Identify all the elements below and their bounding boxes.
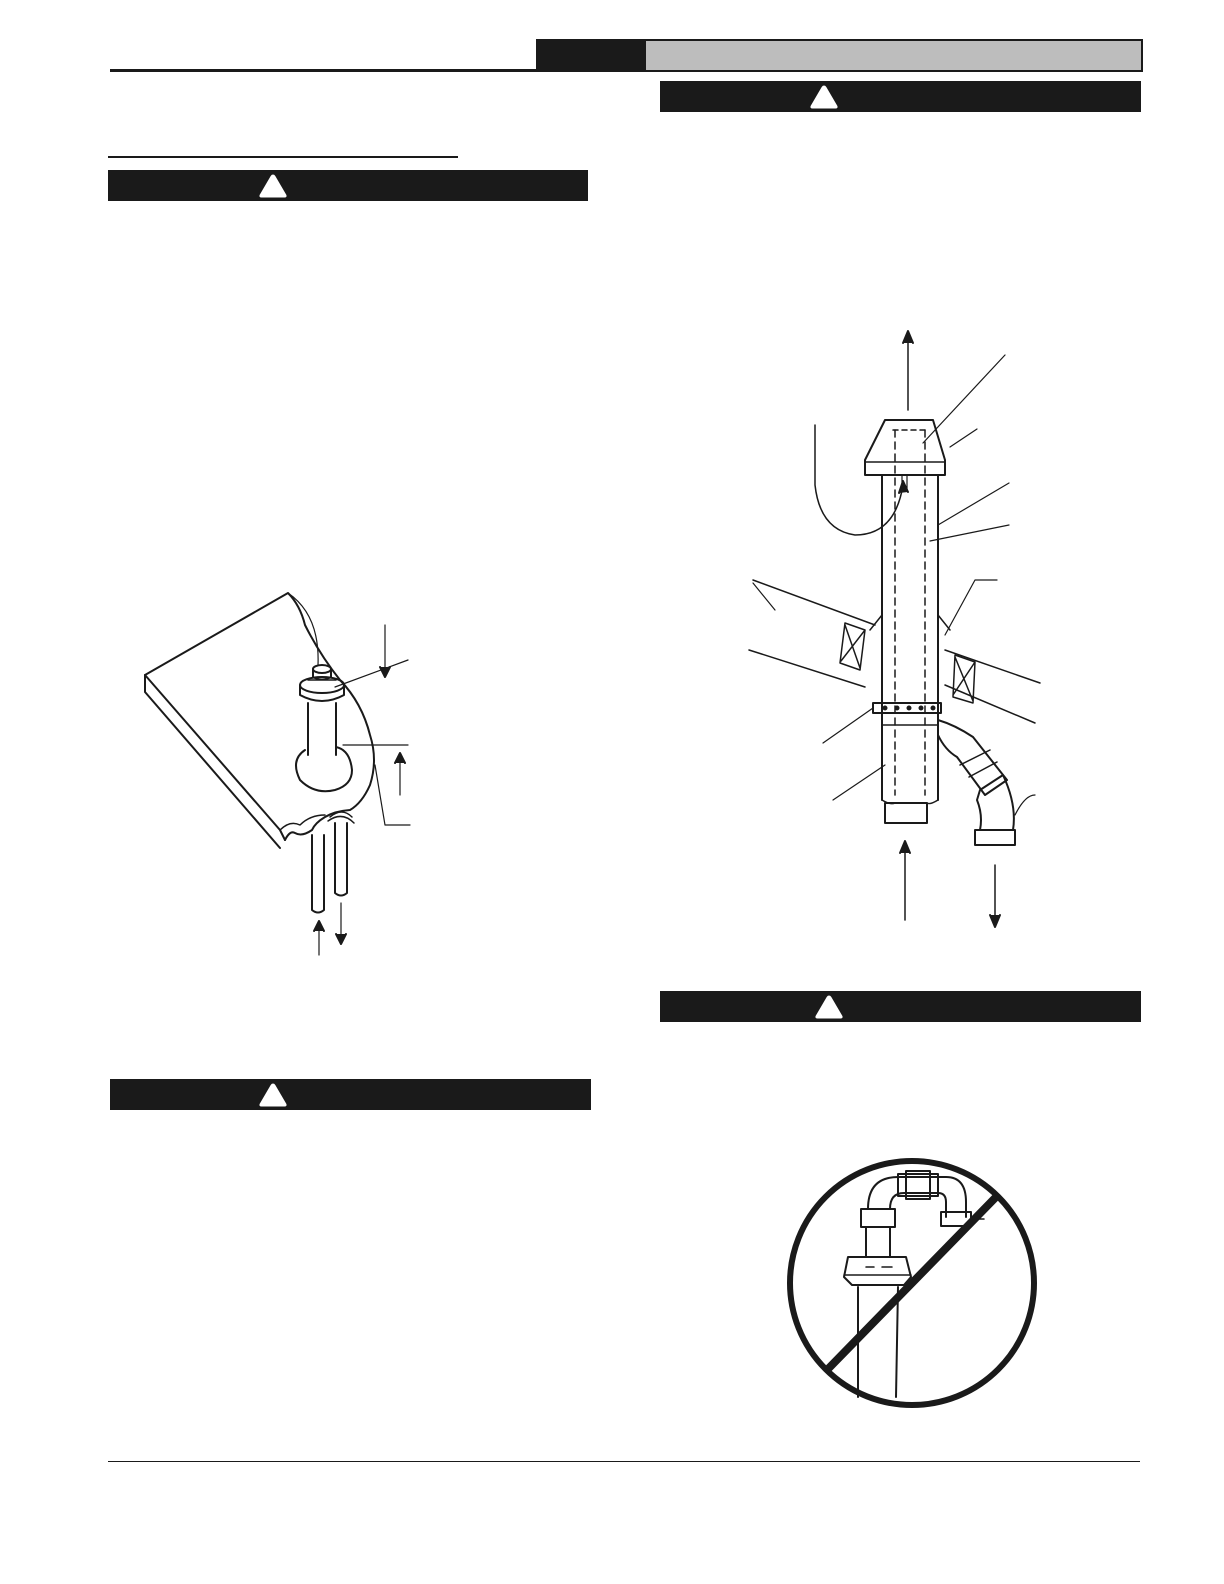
warning-banner-2: [660, 81, 1141, 112]
roof-concentric-vent-illustration: [130, 585, 430, 960]
rain-cap: [865, 420, 945, 475]
prohibition-slash: [828, 1197, 996, 1369]
header-section-tab: [536, 39, 646, 72]
intake-pipe: [312, 835, 324, 913]
elbow-fitting: [977, 775, 1014, 830]
header-rule: [110, 69, 538, 72]
roof-surface: [145, 593, 374, 840]
warning-banner-1: [108, 170, 588, 201]
inner-pipe: [895, 430, 925, 795]
vent-cap-top: [313, 665, 331, 673]
exhaust-pipe: [335, 823, 347, 896]
y-fitting: [938, 720, 1007, 795]
warning-banner-4: [660, 991, 1141, 1022]
warning-triangle-icon: [809, 84, 839, 110]
footer-rule: [108, 1461, 1140, 1462]
roof-line: [749, 580, 875, 687]
bottom-coupling: [885, 803, 927, 823]
header-title-bar: [644, 39, 1143, 72]
outer-pipe: [882, 475, 938, 800]
prohibited-vent-configuration-illustration: [786, 1157, 1038, 1409]
concentric-vent-kit-illustration: [745, 325, 1045, 930]
roof-boot: [296, 747, 352, 791]
warning-triangle-icon: [258, 173, 288, 199]
vent-pipe: [308, 703, 336, 755]
warning-triangle-icon: [258, 1082, 288, 1108]
section-heading-underline: [108, 156, 458, 158]
warning-banner-3: [110, 1079, 591, 1110]
warning-triangle-icon: [814, 994, 844, 1020]
